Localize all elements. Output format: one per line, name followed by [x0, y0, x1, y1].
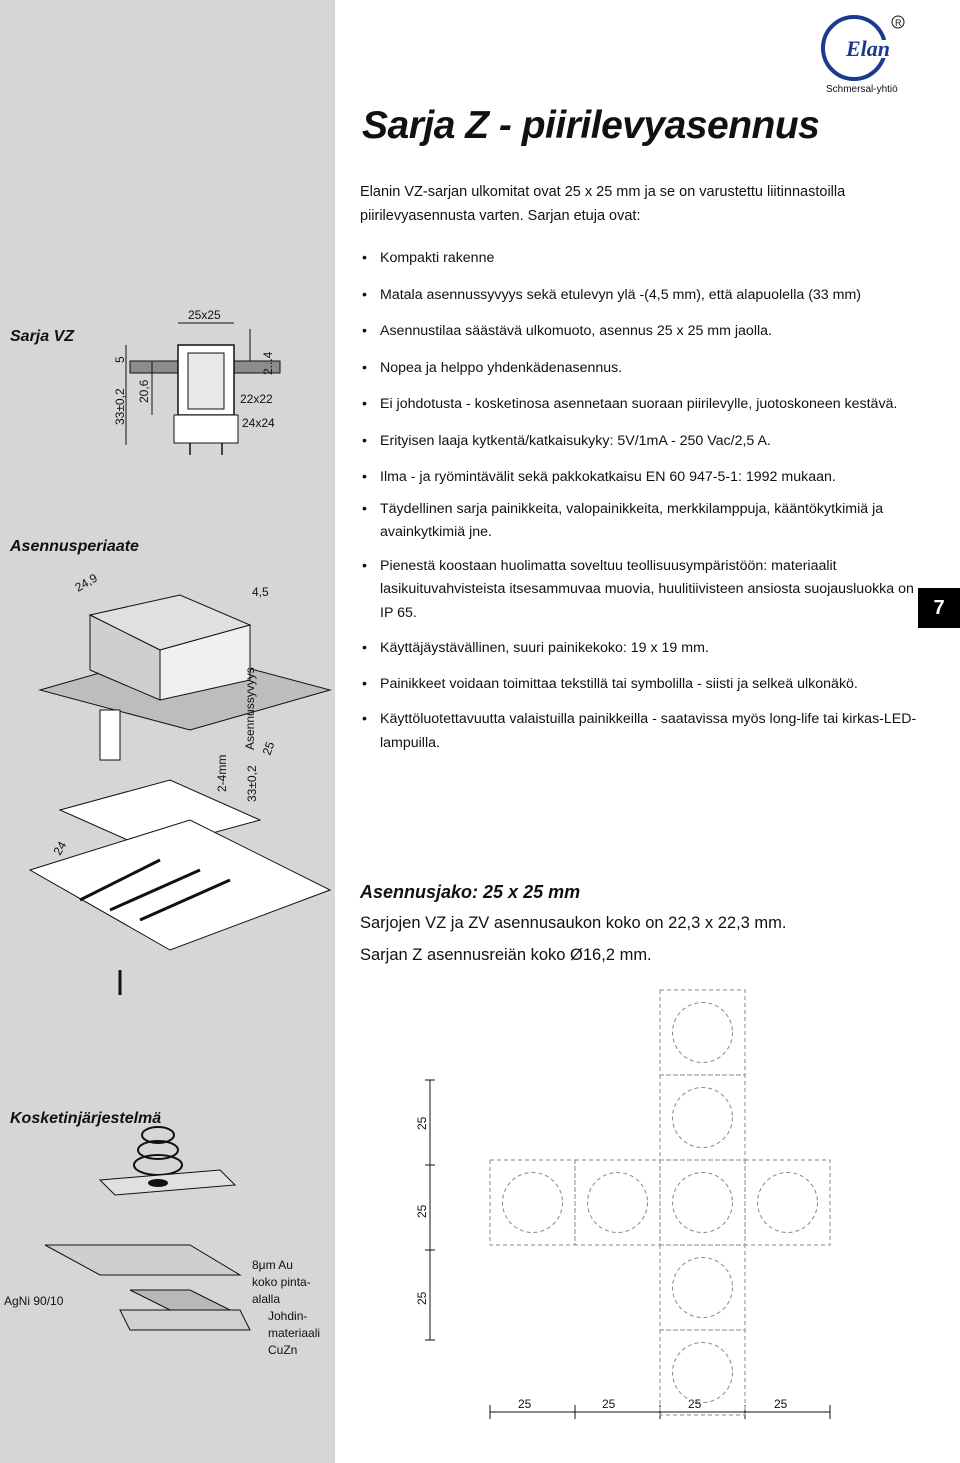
list-item: • Nopea ja helppo yhdenkädenasennus.: [360, 357, 920, 381]
list-item: • Matala asennussyvyys sekä etulevyn ylä -(4,5 mm), että alapuolella (33 mm): [360, 284, 920, 308]
gold-line-2: koko pinta-: [252, 1275, 311, 1289]
grid-hole: [673, 1173, 733, 1233]
list-item: • Erityisen laaja kytkentä/katkaisukyky: 5V/1mA - 250 Vac/2,5 A.: [360, 430, 920, 454]
dim-asennussyvyys: Asennussyvyys: [243, 667, 257, 750]
dim-45: 4,5: [252, 585, 269, 599]
vz-left206-dim: 20,6: [137, 379, 151, 403]
conductor-label: [268, 1308, 320, 1359]
grid-hole: [673, 1003, 733, 1063]
gold-label: [252, 1257, 311, 1308]
sidebar-label-sarja-vz: Sarja VZ: [10, 328, 75, 345]
grid-v-dim-1: 25: [415, 1116, 429, 1130]
conductor-line-3: CuZn: [268, 1343, 298, 1357]
grid-v-dim-2: 25: [415, 1204, 429, 1218]
svg-text:R: R: [895, 18, 902, 28]
grid-h-dim-2: 25: [602, 1397, 616, 1411]
grid-hole: [758, 1173, 818, 1233]
dim-249: 24,9: [72, 570, 100, 595]
conductor-line-2: materiaali: [268, 1326, 321, 1340]
vz-left33-dim: 33±0,2: [113, 388, 127, 425]
dim-25: 25: [259, 739, 278, 758]
grid-hole: [673, 1258, 733, 1318]
list-item: • Täydellinen sarja painikkeita, valopainikkeita, merkkilamppuja, kääntökytkimiä ja avainkytkimiä jne.: [360, 498, 920, 545]
dim-24mm: 2-4mm: [215, 754, 229, 792]
vz-right-dim: 2...4: [261, 351, 275, 375]
gold-line-1: 8μm Au: [252, 1258, 293, 1272]
grid-hole: [503, 1173, 563, 1233]
contact-system-drawing: [40, 1125, 260, 1355]
intro-text: Elanin VZ-sarjan ulkomitat ovat 25 x 25 mm ja se on varustettu liitinnastoilla piirilevyasennusta varten. Sarjan etuja ovat:: [360, 184, 846, 224]
sidebar-label-asennusperiaate: Asennusperiaate: [10, 538, 139, 555]
spacing-line-2: Sarjan Z asennusreiän koko Ø16,2 mm.: [360, 946, 652, 964]
spacing-line-1: Sarjojen VZ ja ZV asennusaukon koko on 22,3 x 22,3 mm.: [360, 914, 787, 932]
gold-line-3: alalla: [252, 1292, 281, 1306]
agni-label: AgNi 90/10: [4, 1294, 64, 1308]
page-title: Sarja Z - piirilevyasennus: [362, 104, 820, 147]
grid-hole: [673, 1088, 733, 1148]
sidebar-label-kosketinjarjestelma: Kosketinjärjestelmä: [10, 1110, 162, 1127]
assembly-principle-drawing: [20, 570, 340, 1010]
list-item: • Ei johdotusta - kosketinosa asennetaan suoraan piirilevylle, juotoskoneen kestävä.: [360, 393, 920, 417]
vz-bottom-dim: 24x24: [242, 416, 275, 430]
spacing-heading: Asennusjako: 25 x 25 mm: [360, 882, 581, 902]
list-item: • Ilma - ja ryömintävälit sekä pakkokatkaisu EN 60 947-5-1: 1992 mukaan.: [360, 466, 920, 490]
dim-33: 33±0,2: [245, 765, 259, 802]
dim-24: 24: [50, 838, 70, 858]
list-item: • Painikkeet voidaan toimittaa tekstillä tai symbolilla - siisti ja selkeä ulkonäkö.: [360, 673, 920, 697]
list-item: • Käyttöluotettavuutta valaistuilla painikkeilla - saatavissa myös long-life tai kirkas-LED-lampuilla.: [360, 708, 920, 755]
grid-h-dim-3: 25: [688, 1397, 702, 1411]
list-item: • Pienestä koostaan huolimatta soveltuu teollisuusympäristöön: materiaalit lasikuituvahvisteista itsesammuvaa muovia, huulitiivisteen ansiosta suojausluokka on IP 65.: [360, 555, 920, 626]
vz-left5-dim: 5: [113, 356, 127, 363]
feature-list: [360, 247, 920, 755]
list-item: • Asennustilaa säästävä ulkomuoto, asennus 25 x 25 mm jaolla.: [360, 320, 920, 344]
grid-h-dim-1: 25: [518, 1397, 532, 1411]
grid-hole: [673, 1343, 733, 1403]
vz-mid-dim: 22x22: [240, 392, 273, 406]
vz-top-dim: 25x25: [188, 308, 221, 322]
logo-subtitle: Schmersal-yhtiö: [826, 84, 898, 95]
svg-text:Elan: Elan: [846, 36, 891, 61]
list-item: • Kompakti rakenne: [360, 247, 920, 271]
vz-dimension-drawing: [100, 305, 310, 465]
list-item: • Käyttäjäystävällinen, suuri painikekoko: 19 x 19 mm.: [360, 637, 920, 661]
grid-h-dim-4: 25: [774, 1397, 788, 1411]
grid-v-dim-3: 25: [415, 1291, 429, 1305]
grid-hole: [588, 1173, 648, 1233]
chapter-tab: 7: [918, 588, 960, 628]
mounting-grid-drawing: [400, 1000, 860, 1430]
conductor-line-1: Johdin-: [268, 1309, 308, 1323]
